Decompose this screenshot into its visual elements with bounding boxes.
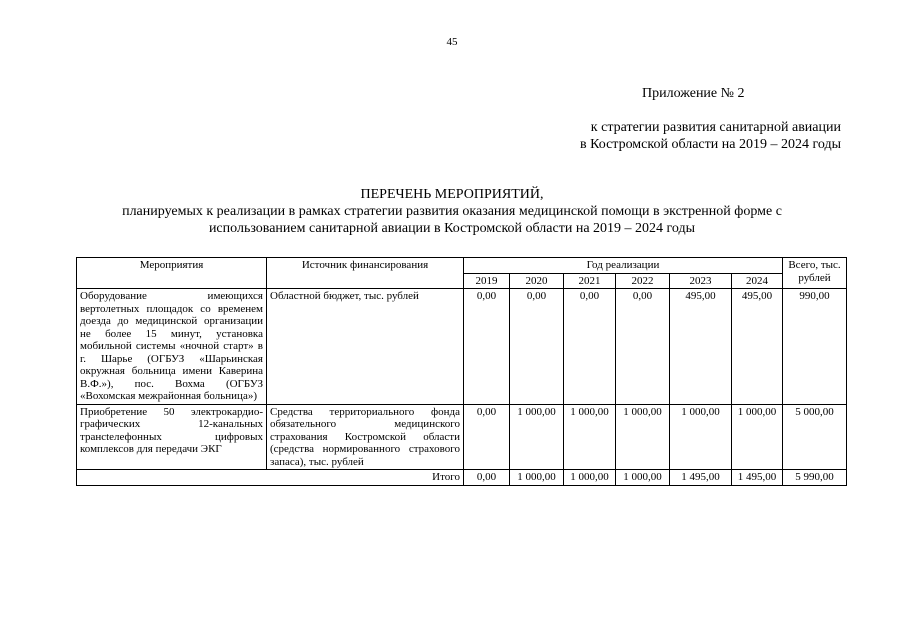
heading-line-2: планируемых к реализации в рамках стратегии развития оказания медицинской помощи в экстренной форме с <box>122 204 782 219</box>
header-year: 2024 <box>732 273 783 289</box>
value-cell: 1 000,00 <box>616 470 670 486</box>
document-heading <box>0 186 904 237</box>
value-cell: 495,00 <box>732 289 783 405</box>
header-year: 2021 <box>564 273 616 289</box>
heading-line-3: использованием санитарной авиации в Костромской области на 2019 – 2024 годы <box>208 221 696 236</box>
value-cell: 0,00 <box>616 289 670 405</box>
header-year: 2023 <box>670 273 732 289</box>
total-cell: 5 000,00 <box>783 404 847 470</box>
value-cell: 1 000,00 <box>510 470 564 486</box>
header-year: 2020 <box>510 273 564 289</box>
value-cell: 1 000,00 <box>732 404 783 470</box>
table-row <box>77 289 847 405</box>
value-cell: 1 495,00 <box>732 470 783 486</box>
header-year: 2022 <box>616 273 670 289</box>
heading-line-1: ПЕРЕЧЕНЬ МЕРОПРИЯТИЙ, <box>360 187 544 202</box>
value-cell: 0,00 <box>464 470 510 486</box>
value-cell: 0,00 <box>464 404 510 470</box>
value-cell: 1 000,00 <box>670 404 732 470</box>
value-cell: 1 495,00 <box>670 470 732 486</box>
value-cell: 0,00 <box>564 289 616 405</box>
measure-cell: Приобретение 50 электрокардио-графических 12-канальных трансtелефонных цифровых комплексов для передачи ЭКГ <box>77 404 267 470</box>
value-cell: 0,00 <box>464 289 510 405</box>
header-measures: Мероприятия <box>77 258 267 289</box>
measure-cell: Оборудование имеющихся вертолетных площадок со временем доезда до медицинской организации не более 15 минут, установка мобильной системы «ночной старт» в г. Шарье (ОГБУЗ «Шарьинская окружная больница имени Каверина В.Ф.»), пос. Вохма (ОГБУЗ «Вохомская межрайонная больница») <box>77 289 267 405</box>
page-number: 45 <box>446 36 458 48</box>
header-year: 2019 <box>464 273 510 289</box>
header-total: Всего, тыс. рублей <box>783 258 847 289</box>
appendix-title: Приложение № 2 <box>642 86 745 101</box>
value-cell: 0,00 <box>510 289 564 405</box>
strategy-reference <box>580 119 841 153</box>
measures-table <box>76 257 847 486</box>
total-label: Итого <box>77 470 464 486</box>
header-row <box>77 258 847 274</box>
header-source: Источник финансирования <box>267 258 464 289</box>
table-row <box>77 404 847 470</box>
header-years: Год реализации <box>464 258 783 274</box>
value-cell: 1 000,00 <box>564 470 616 486</box>
value-cell: 1 000,00 <box>564 404 616 470</box>
total-cell: 990,00 <box>783 289 847 405</box>
value-cell: 1 000,00 <box>616 404 670 470</box>
value-cell: 1 000,00 <box>510 404 564 470</box>
strategy-line-2: в Костромской области на 2019 – 2024 годы <box>579 137 841 152</box>
strategy-line-1: к стратегии развития санитарной авиации <box>590 120 841 135</box>
total-row <box>77 470 847 486</box>
total-cell: 5 990,00 <box>783 470 847 486</box>
value-cell: 495,00 <box>670 289 732 405</box>
source-cell: Областной бюджет, тыс. рублей <box>267 289 464 405</box>
source-cell: Средства территориального фонда обязательного медицинского страхования Костромской области (средства нормированного страхового запаса), тыс. рублей <box>267 404 464 470</box>
